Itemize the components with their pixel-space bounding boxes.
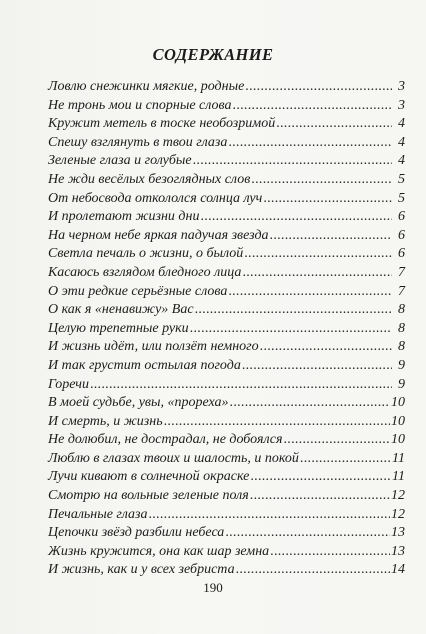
toc-entry bbox=[48, 134, 405, 153]
toc-entry bbox=[48, 227, 405, 246]
toc-heading: СОДЕРЖАНИЕ bbox=[152, 45, 274, 64]
toc-entry-title: Ловлю снежинки мягкие, родные bbox=[48, 79, 245, 94]
toc-entry-page: 3 bbox=[398, 97, 405, 113]
toc-entry-page: 10 bbox=[391, 432, 405, 448]
toc-entry-title: Целую трепетные руки bbox=[48, 320, 189, 336]
toc-entry-title: Не тронь мои и спорные слова bbox=[48, 97, 232, 113]
toc-entry-title: Цепочки звёзд разбили небеса bbox=[48, 525, 225, 541]
toc-entry-page: 11 bbox=[392, 469, 405, 485]
toc-entry-page: 7 bbox=[398, 283, 405, 299]
toc-entry-title: Кружит метель в тоске необозримой bbox=[48, 116, 276, 132]
toc-entry-title: О как я «ненавижу» Вас bbox=[48, 302, 194, 318]
table-of-contents bbox=[48, 78, 405, 580]
toc-entry bbox=[48, 394, 405, 413]
dot-leader bbox=[251, 171, 392, 190]
dot-leader bbox=[225, 524, 390, 543]
toc-entry-title: Смотрю на вольные зеленые поля bbox=[48, 488, 249, 504]
toc-entry-page: 9 bbox=[398, 357, 405, 373]
toc-entry-title: И жизнь, как и у всех зебриста bbox=[48, 562, 235, 578]
toc-entry-title: И смерть, и жизнь bbox=[48, 413, 163, 429]
toc-entry-page: 11 bbox=[392, 450, 405, 466]
toc-entry-title: И жизнь идёт, или ползёт немного bbox=[48, 339, 259, 355]
toc-entry-title: О эти редкие серьёзные слова bbox=[48, 283, 228, 299]
toc-entry bbox=[48, 171, 405, 190]
dot-leader bbox=[250, 487, 390, 506]
dot-leader bbox=[190, 320, 392, 339]
dot-leader bbox=[90, 376, 392, 395]
toc-entry-title: Горечи bbox=[48, 376, 89, 392]
toc-entry-title: Спешу взглянуть в твои глаза bbox=[48, 134, 228, 150]
toc-entry-title: Касаюсь взглядом бледного лица bbox=[48, 264, 242, 280]
toc-entry-page: 8 bbox=[398, 302, 405, 318]
dot-leader bbox=[260, 338, 392, 357]
toc-entry bbox=[48, 561, 405, 580]
toc-entry bbox=[48, 152, 405, 171]
dot-leader bbox=[242, 264, 392, 283]
toc-entry-page: 10 bbox=[391, 413, 405, 429]
dot-leader bbox=[228, 283, 392, 302]
dot-leader bbox=[300, 450, 391, 469]
toc-entry bbox=[48, 208, 405, 227]
toc-entry bbox=[48, 357, 405, 376]
toc-entry-page: 8 bbox=[398, 339, 405, 355]
dot-leader bbox=[263, 190, 392, 209]
toc-entry-page: 10 bbox=[391, 395, 405, 411]
toc-entry bbox=[48, 468, 405, 487]
toc-entry-page: 12 bbox=[391, 506, 405, 522]
toc-entry bbox=[48, 97, 405, 116]
toc-entry-title: Лучи кивают в солнечной окраске bbox=[48, 469, 250, 485]
toc-entry bbox=[48, 543, 405, 562]
dot-leader bbox=[193, 152, 392, 171]
toc-entry-page: 6 bbox=[398, 209, 405, 225]
toc-entry-title: И так грустит остылая погода bbox=[48, 357, 241, 373]
toc-entry-title: Жизнь кружится, она как шар земна bbox=[48, 543, 270, 559]
toc-entry-title: В моей судьбе, увы, «прореха» bbox=[48, 395, 229, 411]
dot-leader bbox=[233, 97, 392, 116]
toc-entry-page: 8 bbox=[398, 320, 405, 336]
dot-leader bbox=[195, 301, 392, 320]
toc-entry-page: 5 bbox=[398, 190, 405, 206]
toc-entry bbox=[48, 301, 405, 320]
toc-entry-page: 3 bbox=[398, 79, 405, 94]
toc-entry-page: 9 bbox=[398, 376, 405, 392]
toc-entry-page: 7 bbox=[398, 264, 405, 280]
toc-entry-page: 13 bbox=[391, 543, 405, 559]
toc-entry-page: 4 bbox=[398, 116, 405, 132]
toc-entry bbox=[48, 376, 405, 395]
toc-entry bbox=[48, 283, 405, 302]
toc-entry bbox=[48, 320, 405, 339]
dot-leader bbox=[270, 543, 390, 562]
toc-entry-title: Светла печаль о жизни, о былой bbox=[48, 246, 244, 262]
toc-entry-title: Печальные глаза bbox=[48, 506, 148, 522]
dot-leader bbox=[148, 506, 390, 525]
toc-entry bbox=[48, 450, 405, 469]
toc-entry-page: 14 bbox=[391, 562, 405, 578]
toc-entry bbox=[48, 506, 405, 525]
toc-entry bbox=[48, 78, 405, 97]
toc-entry-page: 13 bbox=[391, 525, 405, 541]
toc-entry bbox=[48, 338, 405, 357]
toc-entry bbox=[48, 413, 405, 432]
dot-leader bbox=[245, 78, 392, 97]
toc-entry-title: Не долюбил, не дострадал, не добоялся bbox=[48, 432, 283, 448]
toc-entry-page: 6 bbox=[398, 227, 405, 243]
dot-leader bbox=[230, 394, 390, 413]
dot-leader bbox=[236, 561, 390, 580]
toc-entry-title: Люблю в глазах твоих и шалость, и покой bbox=[48, 450, 299, 466]
toc-entry bbox=[48, 245, 405, 264]
dot-leader bbox=[276, 115, 392, 134]
toc-entry bbox=[48, 487, 405, 506]
dot-leader bbox=[270, 227, 392, 246]
toc-entry-title: Не жди весёлых безоглядных слов bbox=[48, 171, 251, 187]
dot-leader bbox=[250, 468, 391, 487]
toc-entry-title: От небосвода откололся солнца луч bbox=[48, 190, 263, 206]
toc-entry bbox=[48, 190, 405, 209]
toc-entry-page: 12 bbox=[391, 488, 405, 504]
page-number: 190 bbox=[203, 580, 223, 595]
dot-leader bbox=[283, 431, 390, 450]
toc-entry-page: 4 bbox=[398, 134, 405, 150]
dot-leader bbox=[200, 208, 392, 227]
dot-leader bbox=[228, 134, 392, 153]
toc-entry-page: 4 bbox=[398, 153, 405, 169]
toc-entry bbox=[48, 524, 405, 543]
dot-leader bbox=[164, 413, 390, 432]
toc-entry bbox=[48, 115, 405, 134]
dot-leader bbox=[242, 357, 392, 376]
toc-entry bbox=[48, 264, 405, 283]
toc-entry-title: Зеленые глаза и голубые bbox=[48, 153, 192, 169]
toc-entry bbox=[48, 431, 405, 450]
dot-leader bbox=[244, 245, 392, 264]
toc-entry-title: И пролетают жизни дни bbox=[48, 209, 200, 225]
toc-entry-page: 6 bbox=[398, 246, 405, 262]
toc-entry-title: На черном небе яркая падучая звезда bbox=[48, 227, 269, 243]
toc-entry-page: 5 bbox=[398, 171, 405, 187]
